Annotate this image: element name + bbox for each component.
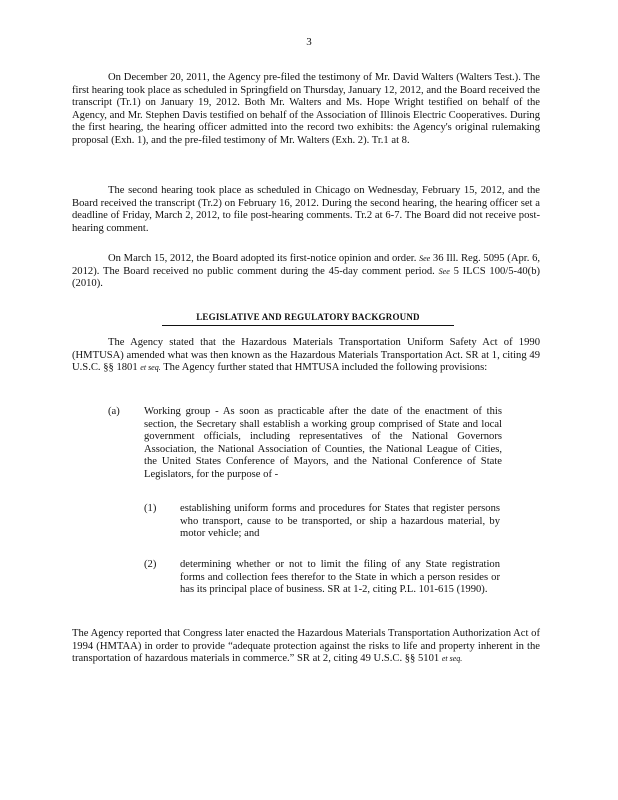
paragraph-second-hearing <box>72 185 540 235</box>
paragraph-first-notice <box>72 253 540 291</box>
paragraph-text: 5 ILCS 100/5-40(b) (2010). <box>72 265 541 290</box>
paragraph-text: The Agency reported that Congress later enacted the Hazardous Materials Transportation Authorization Act of 1994 (HMTAA) in order to provide “adequate protection against the risks to life and property inherent in the transportation of hazardous materials in commerce.” SR at 2, citing 49 U.S.C. §§ 5101 <box>72 628 540 665</box>
paragraph-hearings <box>72 72 540 148</box>
list-item-label: (a) <box>108 406 120 417</box>
paragraph-hmtusa <box>72 337 540 375</box>
citation-signal: et seq. <box>140 363 161 373</box>
citation-signal: See <box>419 254 431 263</box>
paragraph-text: On December 20, 2011, the Agency pre-filed the testimony of Mr. David Walters (Walters Test.). The first hearing took place as scheduled in Springfield on Thursday, January 12, 2012, and the Board received the transcript (Tr.1) on January 19, 2012. Both Mr. Walters and Ms. Hope Wright testified on behalf of the Agency, and Mr. Stephen Davis testified on behalf of the Association of Illinois Electric Cooperatives. During the first hearing, the hearing officer admitted into the record two exhibits: the Agency's original rulemaking proposal (Exh. 1), and the pre-filed testimony of Mr. Walters (Exh. 2). Tr.1 at 8. <box>72 72 540 146</box>
sublist-item-label: (1) <box>144 503 157 514</box>
sublist-item-forms: establishing uniform forms and procedures for States that register persons who transport, cause to be transported, or ship a hazardous material, by motor vehicle; and <box>180 503 500 540</box>
sublist-item-label: (2) <box>144 559 157 570</box>
page-number: 3 <box>306 36 312 48</box>
paragraph-text: On March 15, 2012, the Board adopted its first-notice opinion and order. <box>108 253 417 264</box>
paragraph-text: 36 Ill. Reg. 5095 (Apr. 6, 2012). The Board received no public comment during the 45-day comment period. <box>72 253 541 277</box>
paragraph-hmtaa <box>72 628 540 666</box>
list-item-working-group: Working group - As soon as practicable after the date of the enactment of this section, the Secretary shall establish a working group comprised of State and local government officials, including representatives of the National Governors Association, the National Association of Counties, the National League of Cities, the United States Conference of Mayors, and the National Conference of State Legislators, for the purpose of - <box>144 406 502 480</box>
sublist-item-filing: determining whether or not to limit the filing of any State registration forms and collection fees therefor to the State in which a person resides or has its principal place of business. SR at 1-2, citing P.L. 101-615 (1990). <box>180 559 500 596</box>
paragraph-text: The Agency stated that the Hazardous Materials Transportation Uniform Safety Act of 1990 (HMTUSA) amended what was then known as the Hazardous Materials Transportation Act. SR at 1, citing 49 U.S.C. §§ 1801 <box>72 337 540 374</box>
paragraph-text: The second hearing took place as scheduled in Chicago on Wednesday, February 15, 2012, and the Board received the transcript (Tr.2) on February 16, 2012. During the second hearing, the hearing officer set a deadline of Friday, March 2, 2012, to file post-hearing comments. Tr.2 at 6-7. The Board did not receive post-hearing comment. <box>72 185 540 234</box>
citation-signal: See <box>438 266 450 276</box>
section-heading: LEGISLATIVE AND REGULATORY BACKGROUND <box>162 311 454 326</box>
citation-signal: et seq. <box>441 654 463 664</box>
paragraph-text: The Agency further stated that HMTUSA included the following provisions: <box>163 362 488 374</box>
